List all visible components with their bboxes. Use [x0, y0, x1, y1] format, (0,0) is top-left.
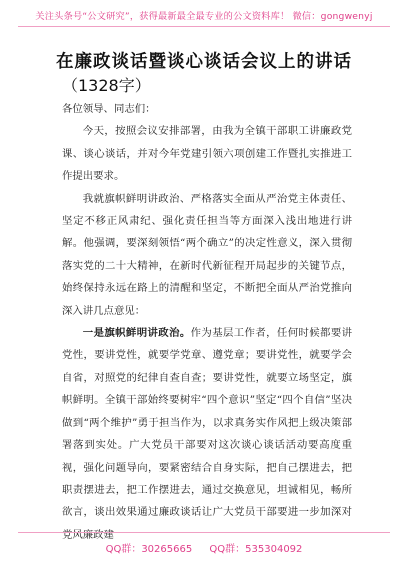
paragraph-1: 今天，按照会议安排部署，由我为全镇干部职工讲廉政党课、谈心谈话，并对今年党建引领六项创建工作暨扎实推进工作提出要求。: [62, 125, 352, 183]
word-count: （1328字）: [62, 76, 151, 95]
section-1: [62, 322, 352, 546]
section-1-text: 作为基层工作者，任何时候都要讲党性，要讲党性，就要学党章、遵党章；要讲党性，就要学会自省，对照党的纪律自查自查；要讲党性，就要立场坚定，旗帜鲜明。全镇干部始终要树牢“四个意识”坚定“四个自信”坚决做到“两个维护”勇于担当作为，以求真务实作风把上级决策部署落到实处。广大党员干部要对这次谈心谈话活动要高度重视，强化问题导向，要紧密结合自身实际，把自己摆进去，把职责摆进去，把工作摆进去，通过交换意见，坦诚相见，畅所欲言，谈出效果通过廉政谈话让广大党员干部要进一步加深对党风廉政建: [62, 327, 353, 541]
footer-divider: [18, 532, 390, 533]
page-header: 关注头条号“公文研究”，获得最新最全最专业的公文资料库！ 微信：gongwenyj: [35, 11, 373, 22]
document-title: 在廉政谈话暨谈心谈话会议上的讲话: [56, 52, 352, 72]
paragraph-2: 我就旗帜鲜明讲政治、严格落实全面从严治党主体责任、坚定不移正风肃纪、强化责任担当等方面深入浅出地进行讲解。他强调，要深刻领悟“两个确立”的决定性意义，深入贯彻落实党的二十大精神，在新时代新征程开局起步的关键节点，始终保持永远在路上的清醒和坚定，不断把全面从严治党推向深入讲几点意见：: [62, 192, 352, 317]
document-body: [62, 98, 352, 546]
header-divider: [18, 26, 390, 27]
greeting: 各位领导、同志们：: [62, 103, 156, 115]
section-1-heading: 一是旗帜鲜明讲政治。: [82, 327, 191, 340]
page-footer: QQ群：30265665 QQ群：535304092: [105, 544, 303, 555]
